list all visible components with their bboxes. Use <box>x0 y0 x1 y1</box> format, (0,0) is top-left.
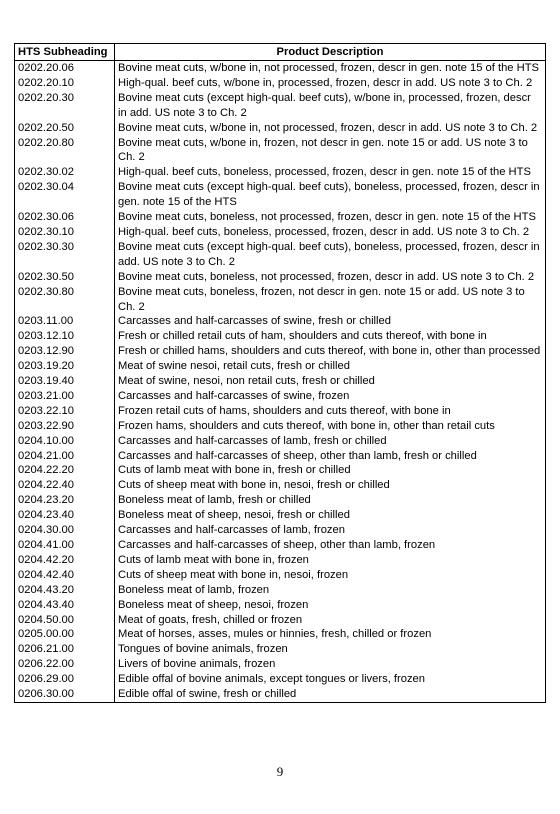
table-row <box>15 240 546 270</box>
hts-subheading-cell: 0203.19.40 <box>15 374 115 389</box>
product-description-cell: Cuts of sheep meat with bone in, nesoi, fresh or chilled <box>115 478 546 493</box>
product-description-cell: Bovine meat cuts, boneless, not processed, frozen, descr in add. US note 3 to Ch. 2 <box>115 270 546 285</box>
table-row <box>15 598 546 613</box>
product-description-cell: Boneless meat of lamb, fresh or chilled <box>115 493 546 508</box>
product-description-cell: Bovine meat cuts (except high-qual. beef cuts), w/bone in, processed, frozen, descr in add. US note 3 to Ch. 2 <box>115 91 546 121</box>
table-row <box>15 314 546 329</box>
hts-subheading-cell: 0204.30.00 <box>15 523 115 538</box>
table-row <box>15 404 546 419</box>
hts-subheading-cell: 0203.22.10 <box>15 404 115 419</box>
hts-subheading-cell: 0204.10.00 <box>15 434 115 449</box>
table-header-row <box>15 44 546 61</box>
product-description-cell: Edible offal of bovine animals, except tongues or livers, frozen <box>115 672 546 687</box>
hts-subheading-cell: 0204.23.40 <box>15 508 115 523</box>
hts-subheading-cell: 0206.29.00 <box>15 672 115 687</box>
hts-subheading-cell: 0202.30.04 <box>15 180 115 210</box>
product-description-cell: Cuts of lamb meat with bone in, fresh or chilled <box>115 463 546 478</box>
hts-subheading-cell: 0204.43.40 <box>15 598 115 613</box>
table-row <box>15 523 546 538</box>
hts-subheading-cell: 0202.20.30 <box>15 91 115 121</box>
table-row <box>15 136 546 166</box>
table-row <box>15 657 546 672</box>
table-row <box>15 553 546 568</box>
product-description-cell: High-qual. beef cuts, boneless, processed, frozen, descr in add. US note 3 to Ch. 2 <box>115 225 546 240</box>
table-row <box>15 478 546 493</box>
product-description-cell: Fresh or chilled retail cuts of ham, shoulders and cuts thereof, with bone in <box>115 329 546 344</box>
table-row <box>15 374 546 389</box>
table-row <box>15 538 546 553</box>
table-row <box>15 642 546 657</box>
hts-table <box>14 43 546 703</box>
product-description-cell: Carcasses and half-carcasses of sheep, other than lamb, frozen <box>115 538 546 553</box>
table-body <box>15 61 546 703</box>
column-header-hts-subheading: HTS Subheading <box>15 44 115 61</box>
table-row <box>15 389 546 404</box>
hts-subheading-cell: 0202.30.30 <box>15 240 115 270</box>
product-description-cell: Frozen retail cuts of hams, shoulders and cuts thereof, with bone in <box>115 404 546 419</box>
product-description-cell: Meat of swine, nesoi, non retail cuts, fresh or chilled <box>115 374 546 389</box>
hts-subheading-cell: 0204.42.40 <box>15 568 115 583</box>
hts-subheading-cell: 0204.23.20 <box>15 493 115 508</box>
hts-subheading-cell: 0204.41.00 <box>15 538 115 553</box>
hts-subheading-cell: 0203.12.10 <box>15 329 115 344</box>
product-description-cell: Boneless meat of sheep, nesoi, fresh or chilled <box>115 508 546 523</box>
table-row <box>15 568 546 583</box>
table-row <box>15 627 546 642</box>
table-row <box>15 165 546 180</box>
product-description-cell: Meat of horses, asses, mules or hinnies, fresh, chilled or frozen <box>115 627 546 642</box>
hts-subheading-cell: 0202.30.10 <box>15 225 115 240</box>
hts-subheading-cell: 0202.20.50 <box>15 121 115 136</box>
table-row <box>15 285 546 315</box>
table-row <box>15 180 546 210</box>
table-row <box>15 76 546 91</box>
table-row <box>15 687 546 702</box>
product-description-cell: Edible offal of swine, fresh or chilled <box>115 687 546 702</box>
table-row <box>15 359 546 374</box>
product-description-cell: Bovine meat cuts, boneless, not processed, frozen, descr in gen. note 15 of the HTS <box>115 210 546 225</box>
product-description-cell: Bovine meat cuts, boneless, frozen, not descr in gen. note 15 or add. US note 3 to Ch. 2 <box>115 285 546 315</box>
product-description-cell: Cuts of sheep meat with bone in, nesoi, frozen <box>115 568 546 583</box>
table-row <box>15 434 546 449</box>
table-row <box>15 613 546 628</box>
product-description-cell: Frozen hams, shoulders and cuts thereof, with bone in, other than retail cuts <box>115 419 546 434</box>
table-row <box>15 508 546 523</box>
table-row <box>15 344 546 359</box>
hts-subheading-cell: 0204.22.20 <box>15 463 115 478</box>
hts-subheading-cell: 0202.30.06 <box>15 210 115 225</box>
table-row <box>15 270 546 285</box>
column-header-product-description: Product Description <box>115 44 546 61</box>
document-page <box>14 43 545 703</box>
hts-subheading-cell: 0206.30.00 <box>15 687 115 702</box>
product-description-cell: Carcasses and half-carcasses of sheep, other than lamb, fresh or chilled <box>115 449 546 464</box>
product-description-cell: Boneless meat of sheep, nesoi, frozen <box>115 598 546 613</box>
product-description-cell: Cuts of lamb meat with bone in, frozen <box>115 553 546 568</box>
hts-subheading-cell: 0203.22.90 <box>15 419 115 434</box>
hts-subheading-cell: 0202.20.10 <box>15 76 115 91</box>
table-row <box>15 583 546 598</box>
table-row <box>15 463 546 478</box>
hts-subheading-cell: 0202.20.80 <box>15 136 115 166</box>
product-description-cell: Bovine meat cuts, w/bone in, not processed, frozen, descr in add. US note 3 to Ch. 2 <box>115 121 546 136</box>
product-description-cell: Carcasses and half-carcasses of swine, frozen <box>115 389 546 404</box>
product-description-cell: Fresh or chilled hams, shoulders and cuts thereof, with bone in, other than processed <box>115 344 546 359</box>
table-row <box>15 61 546 76</box>
table-row <box>15 672 546 687</box>
product-description-cell: High-qual. beef cuts, w/bone in, processed, frozen, descr in add. US note 3 to Ch. 2 <box>115 76 546 91</box>
hts-subheading-cell: 0202.30.02 <box>15 165 115 180</box>
product-description-cell: Tongues of bovine animals, frozen <box>115 642 546 657</box>
hts-subheading-cell: 0205.00.00 <box>15 627 115 642</box>
product-description-cell: Bovine meat cuts, w/bone in, not processed, frozen, descr in gen. note 15 of the HTS <box>115 61 546 76</box>
product-description-cell: High-qual. beef cuts, boneless, processed, frozen, descr in gen. note 15 of the HTS <box>115 165 546 180</box>
product-description-cell: Carcasses and half-carcasses of lamb, frozen <box>115 523 546 538</box>
hts-subheading-cell: 0203.12.90 <box>15 344 115 359</box>
product-description-cell: Carcasses and half-carcasses of swine, fresh or chilled <box>115 314 546 329</box>
hts-subheading-cell: 0206.21.00 <box>15 642 115 657</box>
product-description-cell: Meat of swine nesoi, retail cuts, fresh or chilled <box>115 359 546 374</box>
product-description-cell: Meat of goats, fresh, chilled or frozen <box>115 613 546 628</box>
product-description-cell: Bovine meat cuts (except high-qual. beef cuts), boneless, processed, frozen, descr in add. US note 3 to Ch. 2 <box>115 240 546 270</box>
product-description-cell: Boneless meat of lamb, frozen <box>115 583 546 598</box>
hts-subheading-cell: 0202.20.06 <box>15 61 115 76</box>
hts-subheading-cell: 0204.43.20 <box>15 583 115 598</box>
product-description-cell: Bovine meat cuts (except high-qual. beef cuts), boneless, processed, frozen, descr in gen. note 15 of the HTS <box>115 180 546 210</box>
table-row <box>15 329 546 344</box>
hts-subheading-cell: 0203.11.00 <box>15 314 115 329</box>
table-row <box>15 225 546 240</box>
hts-subheading-cell: 0204.50.00 <box>15 613 115 628</box>
page-number: 9 <box>276 764 284 779</box>
table-row <box>15 449 546 464</box>
table-row <box>15 121 546 136</box>
hts-subheading-cell: 0204.42.20 <box>15 553 115 568</box>
hts-subheading-cell: 0204.22.40 <box>15 478 115 493</box>
hts-subheading-cell: 0206.22.00 <box>15 657 115 672</box>
product-description-cell: Livers of bovine animals, frozen <box>115 657 546 672</box>
hts-subheading-cell: 0202.30.50 <box>15 270 115 285</box>
product-description-cell: Carcasses and half-carcasses of lamb, fresh or chilled <box>115 434 546 449</box>
product-description-cell: Bovine meat cuts, w/bone in, frozen, not descr in gen. note 15 or add. US note 3 to Ch. 2 <box>115 136 546 166</box>
hts-subheading-cell: 0204.21.00 <box>15 449 115 464</box>
table-row <box>15 91 546 121</box>
table-row <box>15 210 546 225</box>
hts-subheading-cell: 0202.30.80 <box>15 285 115 315</box>
hts-subheading-cell: 0203.21.00 <box>15 389 115 404</box>
table-row <box>15 419 546 434</box>
table-row <box>15 493 546 508</box>
hts-subheading-cell: 0203.19.20 <box>15 359 115 374</box>
